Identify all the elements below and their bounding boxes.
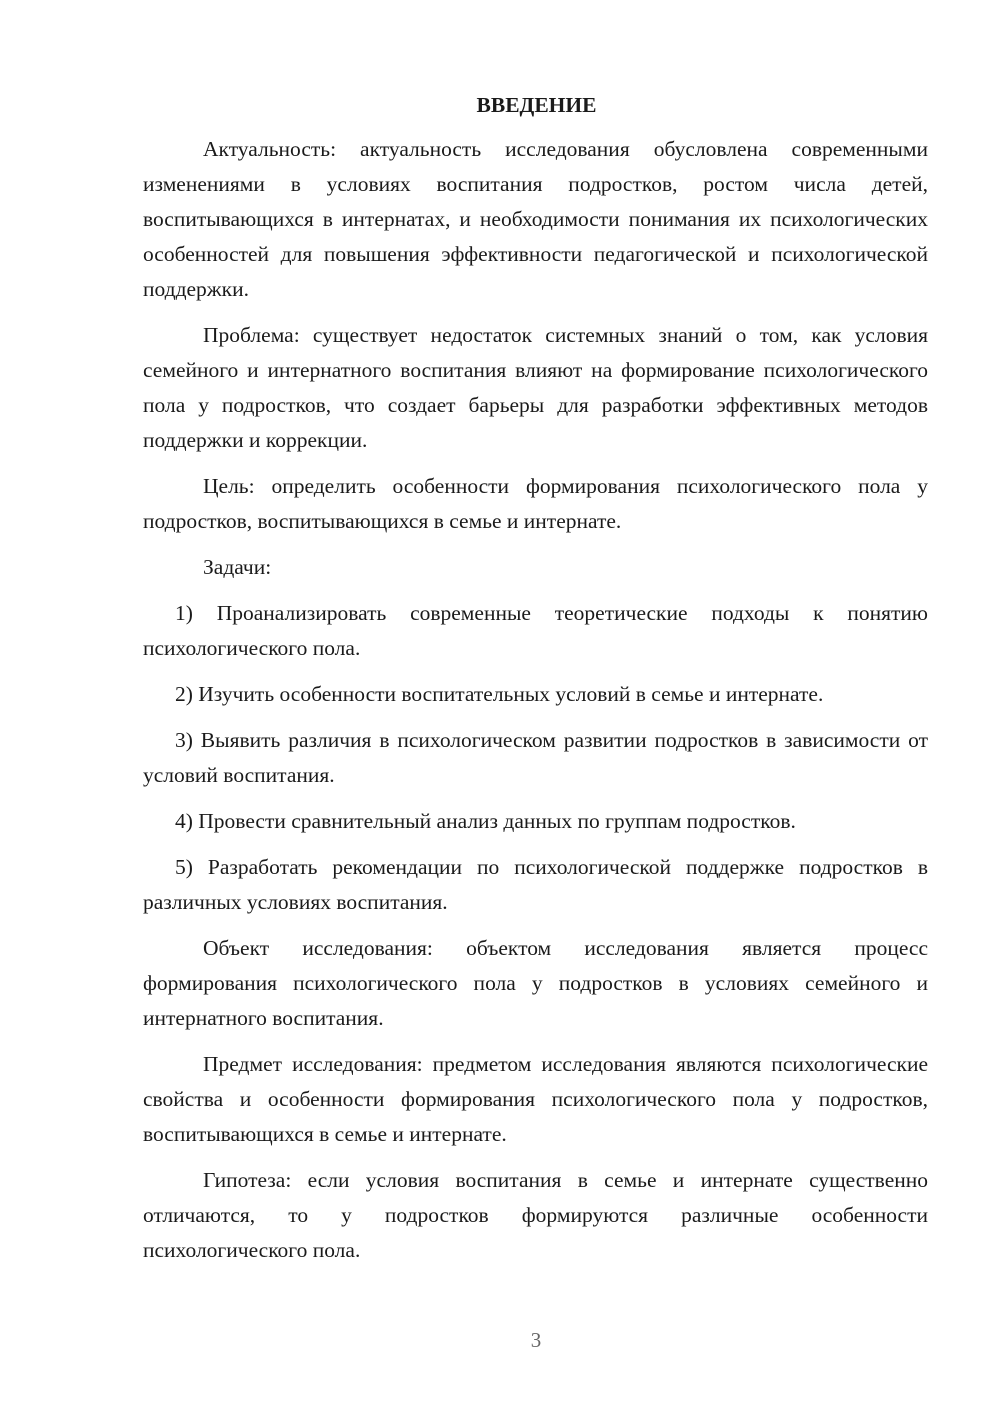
task-item-2: 2) Изучить особенности воспитательных условий в семье и интернате. — [175, 682, 824, 706]
tasks-title: Задачи: — [203, 555, 272, 579]
goal-paragraph: Цель: определить особенности формирования психологического пола у подростков, воспитывающихся в семье и интернате. — [143, 474, 928, 533]
document-page — [143, 88, 928, 1279]
hypothesis-paragraph: Гипотеза: если условия воспитания в семье и интернате существенно отличаются, то у подростков формируются различные особенности психологического пола. — [143, 1168, 928, 1262]
task-item-3: 3) Выявить различия в психологическом развитии подростков в зависимости от условий воспитания. — [143, 728, 928, 787]
task-item-5: 5) Разработать рекомендации по психологической поддержке подростков в различных условиях воспитания. — [143, 855, 928, 914]
task-item-4: 4) Провести сравнительный анализ данных по группам подростков. — [175, 809, 796, 833]
section-heading: ВВЕДЕНИЕ — [476, 93, 597, 117]
relevance-paragraph: Актуальность: актуальность исследования обусловлена современными изменениями в условиях воспитания подростков, ростом числа детей, воспитывающихся в интернатах, и необходимости понимания их психологических особенностей для повышения эффективности педагогической и психологической поддержки. — [143, 137, 928, 301]
page-number: 3 — [530, 1328, 542, 1352]
subject-paragraph: Предмет исследования: предметом исследования являются психологические свойства и особенности формирования психологического пола у подростков, воспитывающихся в семье и интернате. — [143, 1052, 928, 1146]
task-item-1: 1) Проанализировать современные теоретические подходы к понятию психологического пола. — [143, 601, 928, 660]
object-paragraph: Объект исследования: объектом исследования является процесс формирования психологического пола у подростков в условиях семейного и интернатного воспитания. — [143, 936, 928, 1030]
problem-paragraph: Проблема: существует недостаток системных знаний о том, как условия семейного и интернатного воспитания влияют на формирование психологического пола у подростков, что создает барьеры для разработки эффективных методов поддержки и коррекции. — [143, 323, 928, 452]
